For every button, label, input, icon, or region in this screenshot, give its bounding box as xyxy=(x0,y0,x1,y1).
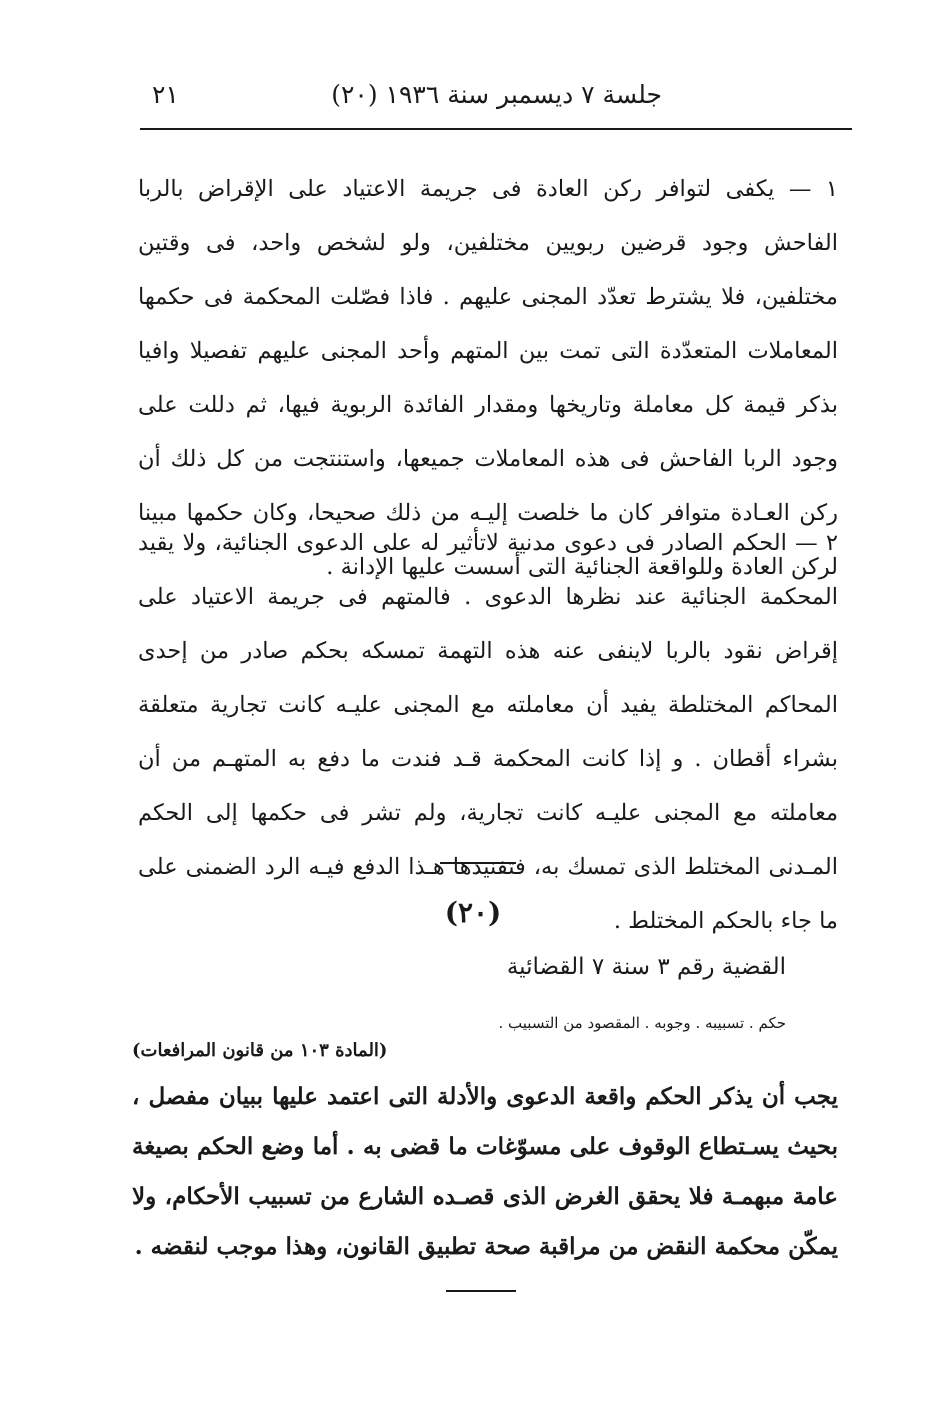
section-number: (٢٠) xyxy=(444,896,502,929)
case-reference: القضية رقم ٣ سنة ٧ القضائية xyxy=(506,954,786,980)
article-reference: (المادة ١٠٣ من قانون المرافعات) xyxy=(132,1040,388,1061)
paragraph-1: ١ — يكفى لتوافر ركن العادة فى جريمة الاعتياد على الإقراض بالربا الفاحش وجود قرضين ربويين مختلفين، ولو لشخص واحد، فى وقتين مختلفين، فلا يشترط تعدّد المجنى عليهم . فاذا فصّلت المحكمة فى حكمها المعاملات المتعدّدة التى تمت بين المتهم وأحد المجنى عليهم تفصيلا وافيا بذكر قيمة كل معاملة وتاريخها ومقدار الفائدة الربوية فيها، ثم دللت على وجود الربا الفاحش فى هذه المعاملات جميعها، واستنتجت من كل ذلك أن ركن العـادة متوافر كان ما خلصت إليـه من ذلك صحيحا، وكان حكمها مبينا لركن العادة وللواقعة الجنائية التى أسست عليها الإدانة . xyxy=(138,176,838,580)
page-header xyxy=(140,78,852,130)
end-divider xyxy=(446,1290,516,1292)
paragraph-2: ٢ — الحكم الصادر فى دعوى مدنية لاتأثير له على الدعوى الجنائية، ولا يقيد المحكمة الجنائية عند نظرها الدعوى . فالمتهم فى جريمة الاعتياد على إقراض نقود بالربا لاينفى عنه هذه التهمة تمسكه بحكم صادر من إحدى المحاكم المختلطة يفيد أن معاملته مع المجنى عليـه كانت تجارية متعلقة بشراء أقطان . و إذا كانت المحكمة قـد فندت ما دفع به المتهـم من أن معاملته مع المجنى عليـه كانت تجارية، ولم تشر فى حكمها إلى الحكم المـدنى المختلط الذى تمسك به، فتفنيدها هـذا الدفع فيـه الرد الضمنى على ما جاء بالحكم المختلط . xyxy=(138,530,838,934)
section-divider xyxy=(440,862,516,864)
case-keywords: حكم . تسبيبه . وجوبه . المقصود من التسبيب . xyxy=(498,1014,786,1032)
page-number: ٢١ xyxy=(152,80,179,109)
header-title: جلسة ٧ ديسمبر سنة ١٩٣٦ (٢٠) xyxy=(331,80,662,109)
case-summary: يجب أن يذكر الحكم واقعة الدعوى والأدلة التى اعتمد عليها ببيان مفصل ، بحيث يسـتطاع الوقوف على مسوّغات ما قضى به . أما وضع الحكم بصيغة عامة مبهمـة فلا يحقق الغرض الذى قصـده الشارع من تسبيب الأحكام، ولا يمكّن محكمة النقض من مراقبة صحة تطبيق القانون، وهذا موجب لنقضه . xyxy=(132,1083,838,1260)
